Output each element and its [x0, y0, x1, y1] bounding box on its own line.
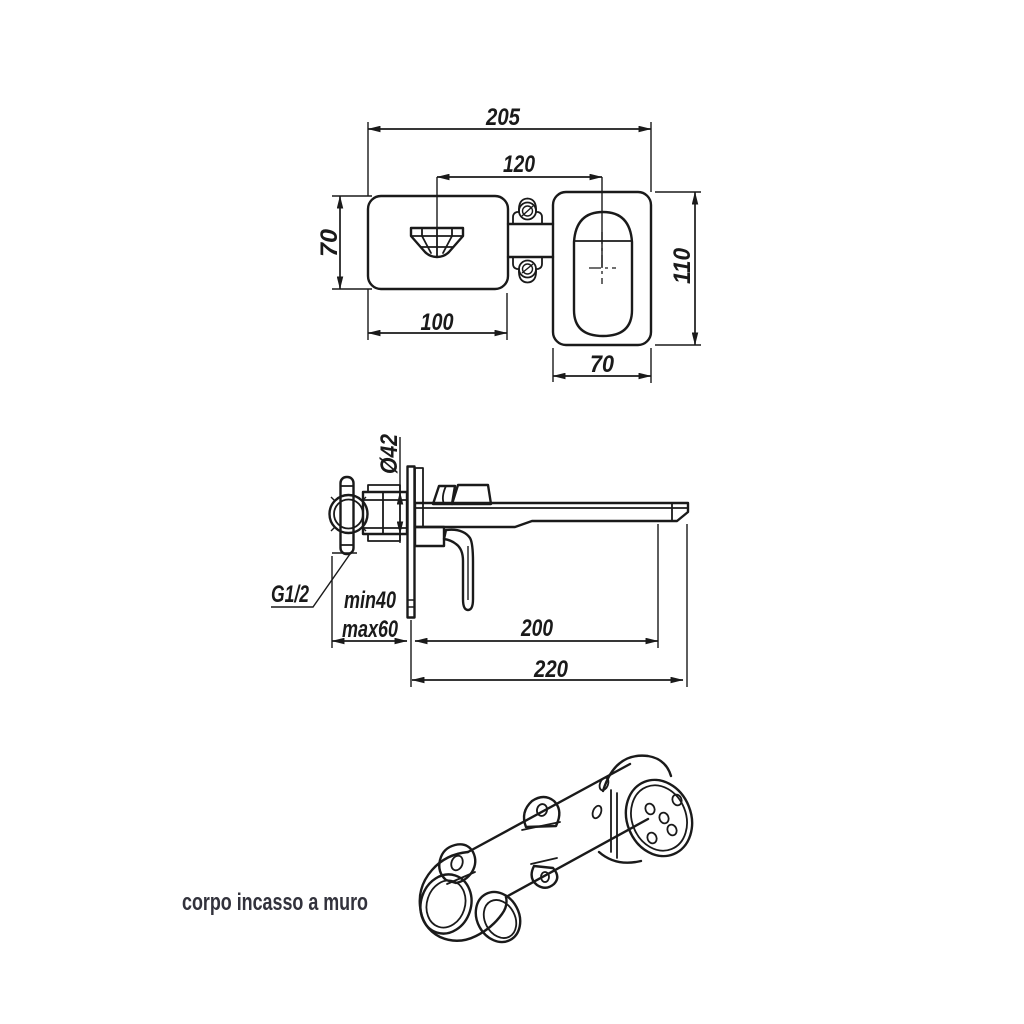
- dim-body-diameter: [376, 428, 403, 543]
- dim-label-diameter: Ø42: [376, 428, 403, 474]
- flange-hole: [644, 802, 656, 816]
- bottom-lug-3d: [531, 858, 557, 888]
- front-view: [316, 104, 701, 383]
- dim-label-70-bottom: 70: [590, 351, 615, 378]
- side-view: [271, 428, 688, 687]
- dim-label-max60: max60: [342, 616, 399, 643]
- lower-mounting-lug: [513, 257, 542, 283]
- wall-body-3d: [182, 756, 703, 950]
- front-port-opening: [467, 884, 528, 950]
- dim-overall-width: [368, 104, 651, 383]
- flange-hole: [646, 831, 658, 845]
- dim-label-min40: min40: [344, 587, 397, 614]
- dim-spout-plate-width: [368, 293, 507, 340]
- handle-front: [574, 212, 632, 336]
- spout-side: [415, 503, 688, 527]
- lever-handle-side: [415, 527, 473, 610]
- dim-wall-depth: [332, 553, 407, 648]
- upper-mounting-lug: [513, 199, 542, 225]
- inlet-pipe: [341, 477, 354, 554]
- cross-fitting: [413, 852, 529, 950]
- dim-label-220: 220: [533, 656, 569, 683]
- dim-label-110: 110: [669, 245, 696, 284]
- flange-hole: [658, 811, 670, 825]
- cartridge-cover: [433, 485, 491, 504]
- dim-spout-plate-height: [316, 196, 372, 289]
- dim-handle-plate-width: [553, 348, 651, 382]
- connecting-pipe: [508, 224, 553, 257]
- spout-wall-plate: [368, 196, 508, 289]
- dim-overall-projection: [411, 524, 687, 687]
- dim-spout-projection: [415, 524, 658, 648]
- tube-hole: [591, 804, 603, 819]
- dim-label-120: 120: [503, 151, 536, 178]
- dim-label-thread: G1/2: [271, 581, 310, 608]
- dim-label-205: 205: [485, 104, 521, 131]
- thread-callout: [271, 554, 350, 608]
- caption-corpo-incasso-a-muro: corpo incasso a muro: [182, 889, 368, 916]
- dim-label-100: 100: [420, 309, 455, 336]
- flange-hole: [666, 823, 678, 837]
- dim-label-200: 200: [520, 615, 554, 642]
- spout-front: [411, 228, 463, 257]
- tube-bottom-edge: [506, 819, 648, 897]
- dim-handle-plate-height: [655, 192, 701, 345]
- dim-label-70-left: 70: [316, 230, 343, 257]
